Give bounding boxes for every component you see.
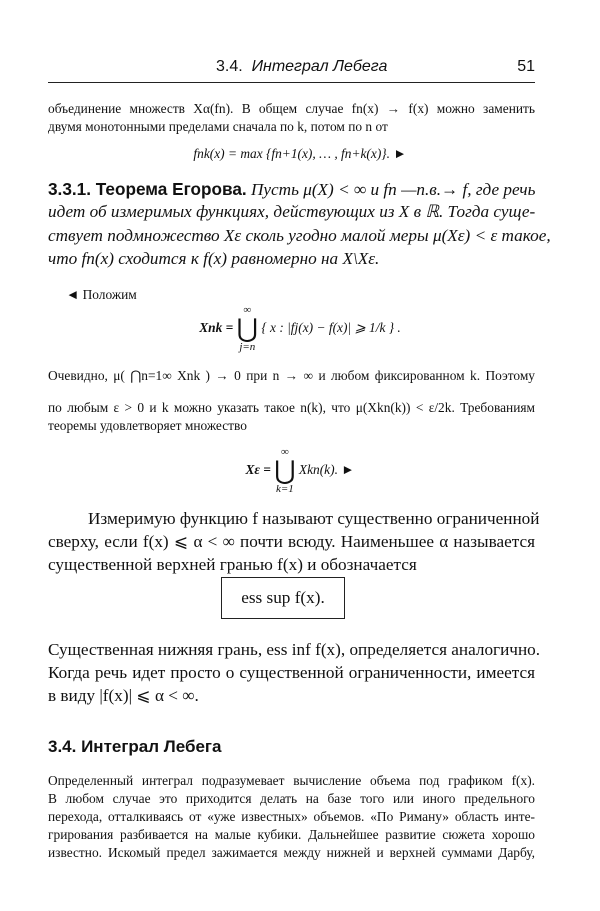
page-number: 51 — [517, 58, 535, 75]
header-title: 3.4. Интеграл Лебега — [216, 58, 388, 75]
header-rule — [48, 82, 535, 83]
text-line: в виду |f(x)| ⩽ α < ∞. — [48, 686, 199, 705]
formula-xeps: Xε = ∞ ⋃ k=1 Xkn(k). ► — [245, 446, 355, 495]
boxed-formula-ess-sup: ess sup f(x). — [221, 577, 345, 619]
text-line: объединение множеств Xα(fn). В общем случае fn(x) → f(x) можно заменить — [48, 101, 535, 116]
section-heading: 3.4. Интеграл Лебега — [48, 737, 222, 756]
theorem-line: ствует подмножество Xε сколь угодно малой меры μ(Xε) < ε такое, — [48, 226, 551, 245]
text-line: известно. Искомый предел зажимается между нижней и верхней суммами Дарбу, — [48, 845, 535, 860]
theorem-line: что fn(x) сходится к f(x) равномерно на X\Xε. — [48, 249, 380, 268]
text-line: перехода, отталкиваясь от «уже известных» объемов. «По Риману» область инте- — [48, 809, 535, 824]
theorem-label: 3.3.1. Теорема Егорова. — [48, 179, 247, 199]
text-line: Определенный интеграл подразумевает вычисление объема под графиком f(x). — [48, 773, 535, 788]
theorem-line: идет об измеримых функциях, действующих из X в ℝ. Тогда суще- — [48, 202, 536, 221]
text-line: сверху, если f(x) ⩽ α < ∞ почти всюду. Наименьшее α называется — [48, 532, 535, 551]
text-line: В любом случае это приходится делать на базе того или иного предельного — [48, 791, 535, 806]
text-line: грирования разбивается на малые кубики. Дальнейшее развитие сюжета хорошо — [48, 827, 535, 842]
formula-xnk: Xnk = ∞ ⋃ j=n { x : |fj(x) − f(x)| ⩾ 1/k } . — [199, 304, 401, 353]
text-line: существенной верхней гранью f(x) и обозначается — [48, 555, 417, 574]
text-line: Очевидно, μ( ⋂n=1∞ Xnk ) → 0 при n → ∞ и любом фиксированном k. Поэтому — [48, 368, 535, 383]
text-line: по любым ε > 0 и k можно указать такое n(k), что μ(Xkn(k)) < ε/2k. Требованиям — [48, 400, 535, 415]
proof-start: ◄ Положим — [66, 287, 137, 302]
formula-fnk: fnk(x) = max {fn+1(x), … , fn+k(x)}. ► — [193, 146, 407, 161]
text-line: Измеримую функцию f называют существенно ограниченной — [88, 509, 540, 528]
text-line: Существенная нижняя грань, ess inf f(x), определяется аналогично. — [48, 640, 541, 659]
theorem-line: 3.3.1. Теорема Егорова. Пусть μ(X) < ∞ и fn —п.в.→ f, где речь — [48, 179, 536, 199]
running-header — [48, 58, 535, 82]
text-line: теоремы удовлетворяет множество — [48, 418, 247, 433]
text-line: двумя монотонными пределами сначала по k, потом по n от — [48, 119, 388, 134]
text-line: Когда речь идет просто о существенной ограниченности, имеется — [48, 663, 535, 682]
